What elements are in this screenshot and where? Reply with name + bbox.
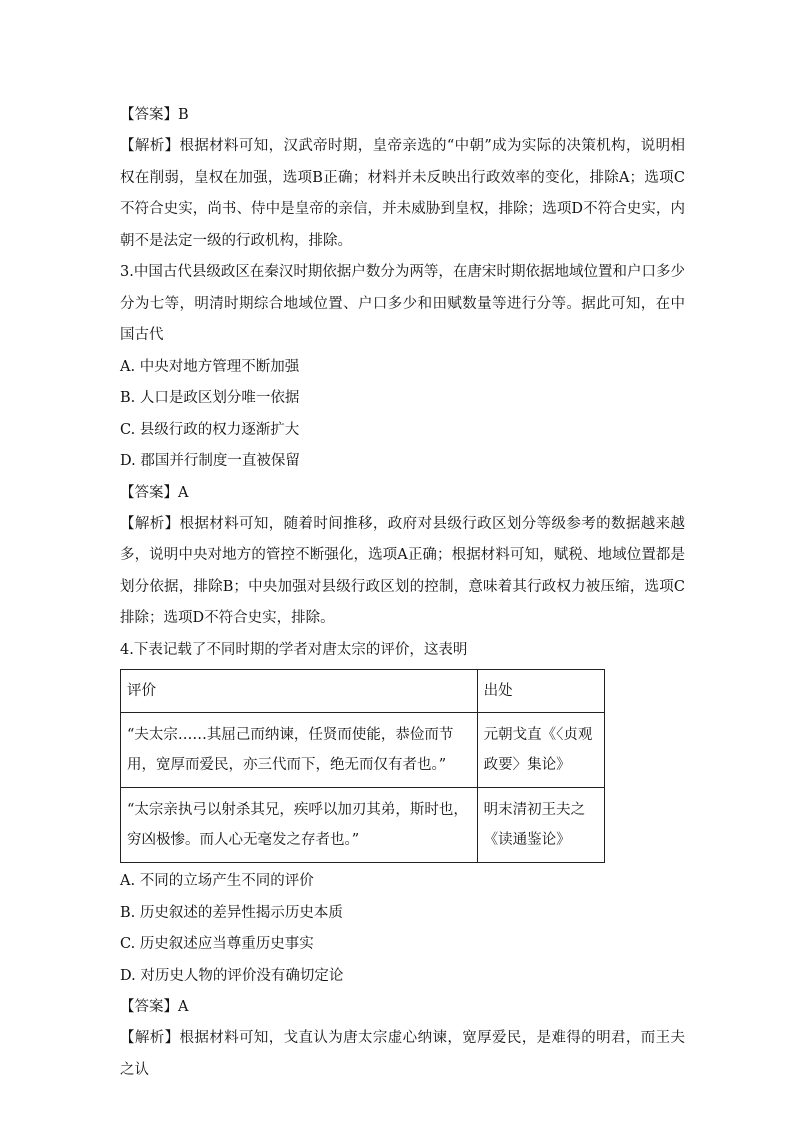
table-cell-source: 明末清初王夫之《读通鉴论》 [477,788,604,863]
table-header-row [121,670,605,713]
q4-source-table [120,669,605,863]
q3-option-c: C. 县级行政的权力逐渐扩大 [120,421,300,438]
q3-stem: 3.中国古代县级政区在秦汉时期依据户数分为两等，在唐宋时期依据地域位置和户口多少分为七等，明清时期综合地域位置、户口多少和田赋数量等进行分等。据此可知，在中国古代 [120,264,685,343]
q4-option-c: C. 历史叙述应当尊重历史事实 [120,936,314,952]
q4-analysis: 【解析】根据材料可知，戈直认为唐太宗虚心纳谏，宽厚爱民，是难得的明君，而王夫之认 [120,1030,685,1078]
table-row [121,788,605,863]
q4-option-b: B. 历史叙述的差异性揭示历史本质 [120,904,343,921]
table-header-evaluation: 评价 [121,670,478,713]
q3-option-b: B. 人口是政区划分唯一依据 [120,390,300,406]
q2-analysis: 【解析】根据材料可知，汉武帝时期，皇帝亲选的“中朝”成为实际的决策机构，说明相权在削弱，皇权在加强，选项B正确；材料并未反映出行政效率的变化，排除A；选项C不符合史实，尚书、侍中是皇帝的亲信，并未威胁到皇权，排除；选项D不符合史实，内朝不是法定一级的行政机构，排除。 [120,138,685,249]
table-header-source: 出处 [477,670,604,713]
table-cell-evaluation: “夫太宗……其屈己而纳谏，任贤而使能，恭俭而节用，宽厚而爱民，亦三代而下，绝无而仅有者也。” [121,713,478,788]
q4-option-d: D. 对历史人物的评价没有确切定论 [120,967,344,984]
q3-option-d: D. 郡国并行制度一直被保留 [120,453,300,469]
q3-option-a: A. 中央对地方管理不断加强 [120,358,300,375]
q3-analysis: 【解析】根据材料可知，随着时间推移，政府对县级行政区划分等级参考的数据越来越多，说明中央对地方的管控不断强化，选项A正确；根据材料可知，赋税、地域位置都是划分依据，排除B；中央加强对县级行政区划的控制，意味着其行政权力被压缩，选项C排除；选项D不符合史实，排除。 [120,515,685,626]
table-cell-source: 元朝戈直《〈贞观政要〉集论》 [477,713,604,788]
q4-answer: 【答案】A [120,999,189,1015]
q4-option-a: A. 不同的立场产生不同的评价 [120,873,314,889]
document-page [120,100,685,1086]
q2-answer: 【答案】B [120,107,189,123]
table-row [121,713,605,788]
table-cell-evaluation: “太宗亲执弓以射杀其兄，疾呼以加刃其弟，斯时也，穷凶极惨。而人心无毫发之存者也。” [121,788,478,863]
q3-answer: 【答案】A [120,484,189,501]
q4-stem: 4.下表记载了不同时期的学者对唐太宗的评价，这表明 [120,641,468,658]
